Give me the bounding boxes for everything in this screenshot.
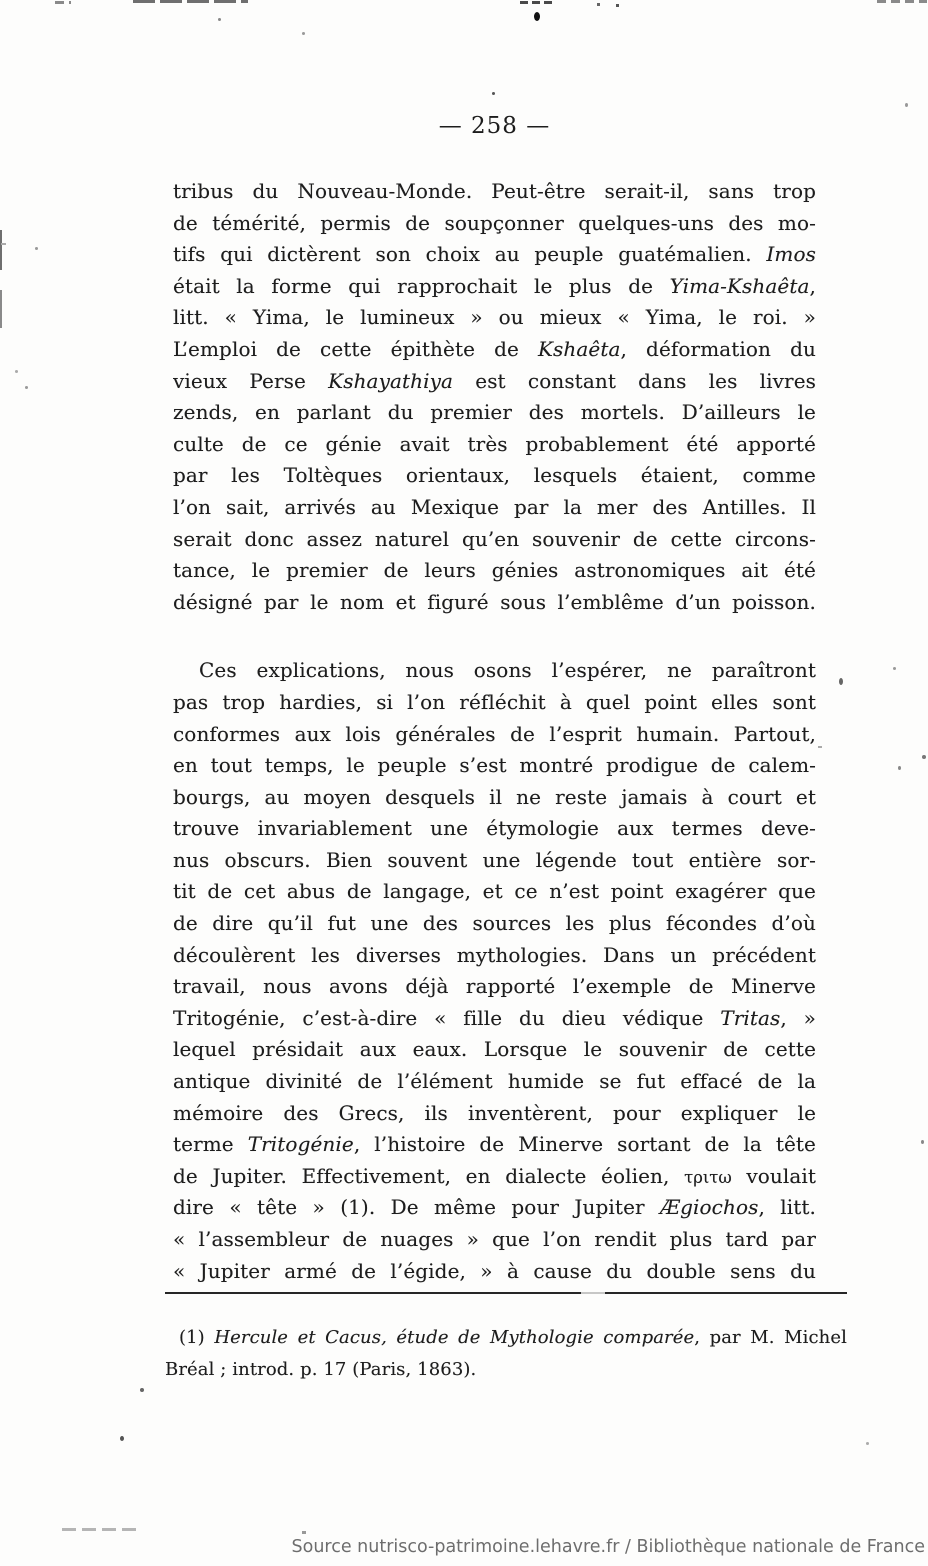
greek-word: τριτω: [684, 1167, 732, 1187]
text-segment: conformes aux lois générales de l’esprit humain. Partout,: [173, 721, 816, 746]
text-line: [173, 719, 816, 751]
paragraph-1: [173, 176, 816, 618]
text-line: [173, 908, 816, 940]
scan-speck: [120, 1436, 124, 1441]
text-segment: de Jupiter. Effectivement, en dialecte éolien,: [173, 1163, 685, 1188]
text-line: [173, 271, 816, 303]
text-line: [173, 429, 816, 461]
scan-speck: [35, 247, 38, 250]
footnote-separator-rule: [165, 1292, 847, 1294]
text-segment: en tout temps, le peuple s’est montré prodigue de calem-: [173, 753, 816, 778]
text-segment: zends, en parlant du premier des mortels. D’ailleurs le: [173, 400, 816, 425]
text-line: [173, 940, 816, 972]
text-segment: , litt.: [758, 1195, 816, 1220]
scan-speck: [218, 18, 221, 21]
scan-speck: [905, 103, 908, 107]
text-segment: bourgs, au moyen desquels il ne reste jamais à court et: [173, 784, 816, 809]
page-body: [173, 176, 816, 1287]
text-line: [173, 334, 816, 366]
text-segment: de dire qu’il fut une des sources les plus fécondes d’où: [173, 911, 816, 936]
text-segment: « Jupiter armé de l’égide, » à cause du double sens du: [173, 1258, 816, 1283]
text-line: [173, 971, 816, 1003]
scan-mark: [520, 1, 552, 4]
scan-speck: [534, 12, 540, 21]
text-segment: mémoire des Grecs, ils inventèrent, pour expliquer le: [173, 1100, 816, 1125]
scan-speck: [866, 1442, 869, 1445]
italic-term: Imos: [766, 242, 816, 267]
text-line: [165, 1354, 847, 1386]
text-line: [173, 750, 816, 782]
text-segment: lequel présidait aux eaux. Lorsque le souvenir de cette: [173, 1037, 816, 1062]
text-segment: pas trop hardies, si l’on réfléchit à quel point elles sont: [173, 689, 816, 714]
text-segment: par les Toltèques orientaux, lesquels étaient, comme: [173, 463, 816, 488]
text-line: [173, 1003, 816, 1035]
text-line: [165, 1322, 847, 1354]
scan-speck: [15, 370, 18, 373]
scan-speck: [898, 766, 901, 770]
text-line: [173, 555, 816, 587]
scan-speck: [839, 678, 843, 685]
paragraph-2: [173, 655, 816, 1287]
text-segment: l’on sait, arrivés au Mexique par la mer des Antilles. Il: [173, 494, 816, 519]
text-segment: litt. « Yima, le lumineux » ou mieux « Yima, le roi. »: [173, 305, 816, 330]
text-line: [173, 302, 816, 334]
italic-term: Tritogénie: [247, 1132, 354, 1157]
text-segment: Tritogénie, c’est-à-dire « fille du dieu védique: [173, 1005, 721, 1030]
text-segment: terme: [173, 1132, 248, 1157]
scan-mark: [0, 230, 2, 270]
text-segment: travail, nous avons déjà rapporté l’exemple de Minerve: [173, 974, 816, 999]
scan-speck: [25, 386, 28, 389]
text-line: [173, 239, 816, 271]
scan-speck: [818, 746, 822, 748]
scan-speck: [302, 32, 305, 35]
text-line: [173, 524, 816, 556]
text-line: [173, 1224, 816, 1256]
footnote: [165, 1322, 847, 1386]
text-segment: tifs qui dictèrent son choix au peuple guatémalien.: [173, 242, 767, 267]
italic-term: Ægiochos: [660, 1195, 759, 1220]
text-segment: serait donc assez naturel qu’en souvenir de cette circons-: [173, 526, 816, 551]
scan-mark: [877, 0, 927, 3]
text-segment: découlèrent les diverses mythologies. Dans un précédent: [173, 942, 816, 967]
text-segment: antique divinité de l’élément humide se fut effacé de la: [173, 1069, 816, 1094]
text-line: [173, 1256, 816, 1288]
text-segment: L’emploi de cette épithète de: [173, 336, 539, 361]
source-attribution: Source nutrisco-patrimoine.lehavre.fr / Bibliothèque nationale de France: [291, 1537, 925, 1557]
text-segment: , déformation du: [620, 336, 816, 361]
scan-speck: [302, 1531, 306, 1534]
text-line: [173, 687, 816, 719]
text-line: [173, 176, 816, 208]
text-segment: de témérité, permis de soupçonner quelques-uns des mo-: [173, 210, 816, 235]
text-segment: tance, le premier de leurs génies astronomiques ait été: [173, 558, 816, 583]
text-segment: ,: [809, 273, 816, 298]
scan-speck: [922, 755, 926, 759]
scan-mark: [1, 243, 6, 245]
page-number: — 258 —: [438, 113, 551, 139]
scan-mark: [55, 1, 71, 4]
text-line: [173, 1161, 816, 1193]
text-line: [173, 1066, 816, 1098]
italic-term: Tritas: [720, 1005, 781, 1030]
text-segment: voulait: [731, 1163, 816, 1188]
text-segment: tribus du Nouveau-Monde. Peut-être serait-il, sans trop: [173, 179, 816, 203]
italic-term: Kshaêta: [538, 336, 621, 361]
text-line: [173, 845, 816, 877]
scan-speck: [921, 1140, 924, 1144]
text-line: [173, 460, 816, 492]
text-segment: dire « tête » (1). De même pour Jupiter: [173, 1195, 661, 1220]
text-segment: , »: [780, 1005, 816, 1030]
text-line: [173, 782, 816, 814]
italic-term: Hercule et Cacus, étude de Mythologie comparée: [214, 1327, 695, 1348]
text-segment: nus obscurs. Bien souvent une légende tout entière sor-: [173, 847, 816, 872]
text-line: [173, 1192, 816, 1224]
text-line: [173, 1098, 816, 1130]
text-line: [173, 813, 816, 845]
text-line: [173, 587, 816, 619]
text-line: [173, 1129, 816, 1161]
text-segment: (1): [179, 1327, 215, 1348]
scan-speck: [140, 1388, 144, 1392]
text-line: [173, 655, 816, 687]
text-segment: désigné par le nom et figuré sous l’emblême d’un poisson.: [173, 589, 816, 614]
italic-term: Yima-Kshaêta: [669, 273, 810, 298]
text-segment: trouve invariablement une étymologie aux termes deve-: [173, 816, 816, 841]
text-line: [173, 397, 816, 429]
text-line: [173, 208, 816, 240]
scan-speck: [492, 92, 495, 95]
scan-mark: [0, 290, 2, 328]
text-segment: culte de ce génie avait très probablement été apporté: [173, 431, 816, 456]
text-segment: , l’histoire de Minerve sortant de la tête: [353, 1132, 816, 1157]
text-line: [173, 876, 816, 908]
text-line: [173, 1034, 816, 1066]
scan-mark: [62, 1528, 142, 1531]
scan-mark: [133, 0, 248, 3]
text-segment: était la forme qui rapprochait le plus de: [173, 273, 670, 298]
text-segment: tit de cet abus de langage, et ce n’est point exagérer que: [173, 879, 816, 904]
text-segment: Bréal ; introd. p. 17 (Paris, 1863).: [165, 1359, 477, 1380]
italic-term: Kshayathiya: [328, 368, 454, 393]
scan-speck: [597, 3, 600, 6]
text-segment: est constant dans les livres: [453, 368, 816, 393]
text-segment: , par M. Michel: [694, 1327, 847, 1348]
scan-speck: [616, 4, 619, 7]
text-line: [173, 492, 816, 524]
text-segment: Ces explications, nous osons l’espérer, ne paraîtront: [199, 658, 816, 683]
scan-speck: [893, 667, 896, 670]
text-segment: « l’assembleur de nuages » que l’on rendit plus tard par: [173, 1227, 816, 1251]
text-segment: vieux Perse: [173, 368, 329, 393]
text-line: [173, 366, 816, 398]
